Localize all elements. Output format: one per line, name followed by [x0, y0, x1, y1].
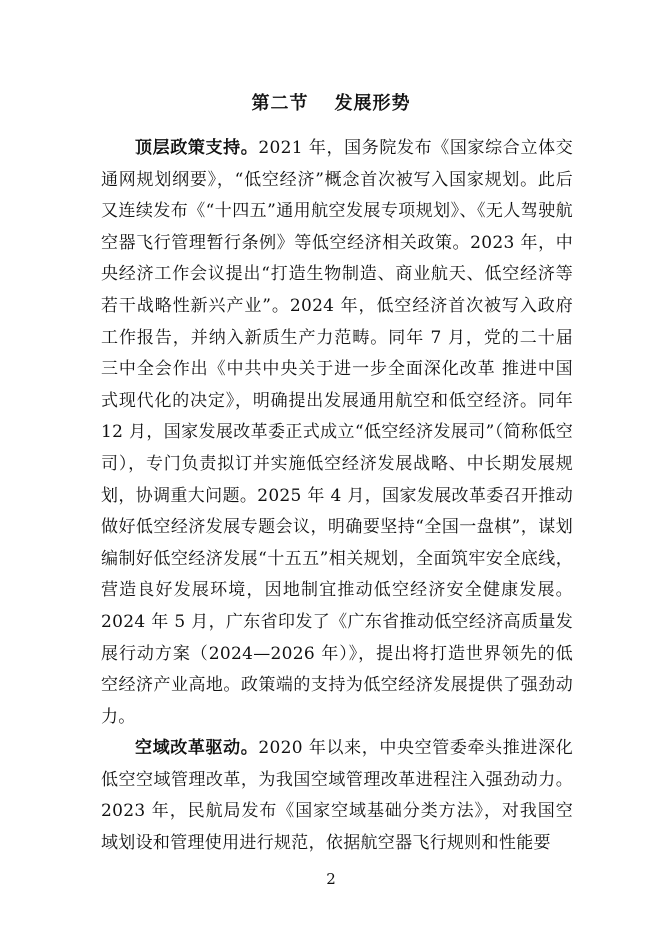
- paragraph-policy-support: [101, 133, 573, 733]
- paragraph-text: 2020 年以来，中央空管委牵头推进深化低空空域管理改革，为我国空域管理改革进程注入强劲动力。2023 年，民航局发布《国家空域基础分类方法》，对我国空域划设和管理使用进行规范，依据航空器飞行规则和性能要: [101, 738, 573, 854]
- section-heading: [0, 92, 662, 116]
- page-number: 2: [326, 870, 336, 888]
- paragraph-lead: 顶层政策支持。: [135, 138, 259, 158]
- section-title-text: 发展形势: [334, 93, 411, 114]
- body-text: [101, 133, 573, 860]
- section-number: 第二节: [251, 93, 309, 114]
- paragraph-airspace-reform: [101, 733, 573, 859]
- paragraph-text: 2021 年，国务院发布《国家综合立体交通网规划纲要》，“低空经济”概念首次被写入国家规划。此后又连续发布《“十四五”通用航空发展专项规划》、《无人驾驶航空器飞行管理暂行条例》等低空经济相关政策。2023 年，中央经济工作会议提出“打造生物制造、商业航天、低空经济等若干战略性新兴产业”。2024 年，低空经济首次被写入政府工作报告，并纳入新质生产力范畴。同年 7 月，党的二十届三中全会作出《中共中央关于进一步全面深化改革 推进中国式现代化的决定》，明确提出发展通用航空和低空经济。同年 12 月，国家发展改革委正式成立“低空经济发展司”（简称低空司），专门负责拟订并实施低空经济发展战略、中长期发展规划，协调重大问题。2025 年 4 月，国家发展改革委召开推动做好低空经济发展专题会议，明确要坚持“全国一盘棋”，谋划编制好低空经济发展“十五五”相关规划，全面筑牢安全底线，营造良好发展环境，因地制宜推动低空经济安全健康发展。2024 年 5 月，广东省印发了《广东省推动低空经济高质量发展行动方案（2024—2026 年）》，提出将打造世界领先的低空经济产业高地。政策端的支持为低空经济发展提供了强劲动力。: [101, 138, 573, 727]
- paragraph-lead: 空域改革驱动。: [135, 738, 259, 759]
